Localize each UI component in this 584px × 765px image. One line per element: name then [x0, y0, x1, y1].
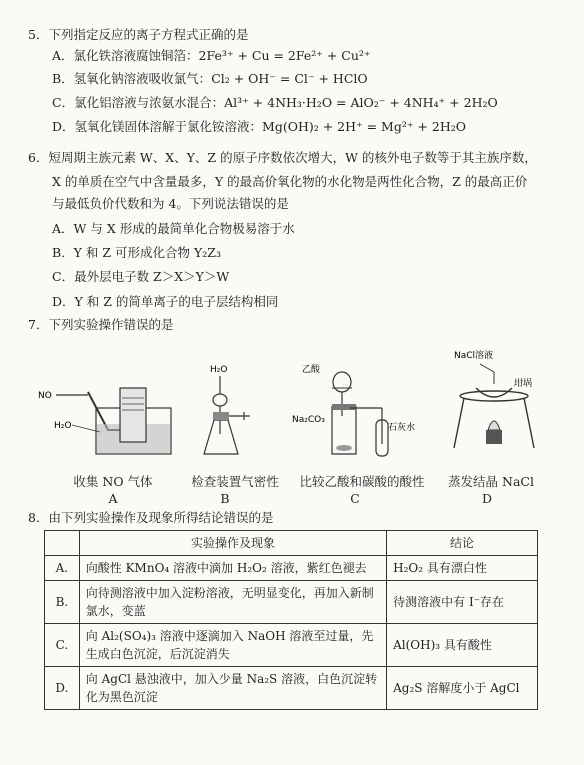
figure-d-label-crucible: 坩埚 — [514, 379, 533, 389]
figure-b-letter: B — [220, 491, 230, 506]
q6-option-a: A．W 与 X 形成的最简单化合物极易溶于水 — [52, 221, 295, 236]
figure-c-letter: C — [350, 491, 360, 506]
row-c-operation: 向 Al₂(SO₄)₃ 溶液中逐滴加入 NaOH 溶液至过量，先生成白色沉淀，后沉淀消失 — [79, 624, 386, 667]
q8-stem: 8．由下列实验操作及现象所得结论错误的是 — [28, 510, 274, 525]
q6-stem-line-2: X 的单质在空气中含量最多，Y 的最高价氧化物的水化物是两性化合物，Z 的最高正价 — [52, 174, 528, 189]
q5-stem: 5．下列指定反应的离子方程式正确的是 — [28, 27, 249, 42]
figure-c-drawing — [292, 360, 416, 460]
q6-option-b: B．Y 和 Z 可形成化合物 Y₂Z₃ — [52, 245, 221, 260]
row-d-id: D. — [45, 667, 80, 710]
table-header-conclusion: 结论 — [387, 531, 538, 556]
figure-b-label-h2o: H₂O — [210, 365, 228, 375]
table-row — [45, 581, 538, 624]
figure-d-evaporation — [444, 348, 544, 460]
figure-a-gas-collection — [36, 378, 176, 458]
row-b-id: B. — [45, 581, 80, 624]
table-row — [45, 624, 538, 667]
q5-option-b-label: B．氢氧化钠溶液吸收氯气： — [52, 71, 212, 86]
q8-table — [44, 530, 538, 710]
figure-c-label-acetic-acid: 乙酸 — [302, 365, 321, 375]
figure-a-caption: 收集 NO 气体 — [73, 474, 153, 489]
figure-a-drawing — [36, 378, 176, 458]
table-row — [45, 556, 538, 581]
q5-option-d — [52, 118, 466, 135]
figure-b-caption: 检查装置气密性 — [191, 474, 279, 489]
q5-option-c — [52, 94, 498, 111]
row-b-operation: 向待测溶液中加入淀粉溶液，无明显变化，再加入新制氯水，变蓝 — [79, 581, 386, 624]
figure-d-drawing — [444, 348, 544, 460]
figure-d-letter: D — [481, 491, 493, 506]
table-header-operation: 实验操作及现象 — [79, 531, 386, 556]
row-a-conclusion: H₂O₂ 具有漂白性 — [387, 556, 538, 581]
q6-option-c: C．最外层电子数 Z＞X＞Y＞W — [52, 269, 230, 284]
figure-b-drawing — [200, 360, 270, 460]
figure-b-airtightness — [200, 360, 270, 460]
q5-option-d-label: D．氢氧化镁固体溶解于氯化铵溶液： — [52, 119, 263, 134]
q5-option-a — [52, 47, 371, 64]
q5-option-c-equation: Al³⁺ + 4NH₃·H₂O = AlO₂⁻ + 4NH₄⁺ + 2H₂O — [224, 95, 498, 110]
q5-option-b — [52, 70, 368, 87]
q5-option-b-equation: Cl₂ + OH⁻ = Cl⁻ + HClO — [211, 71, 368, 86]
q6-option-d: D．Y 和 Z 的简单离子的电子层结构相同 — [52, 294, 279, 309]
figure-c-caption: 比较乙酸和碳酸的酸性 — [299, 474, 425, 489]
row-b-conclusion: 待测溶液中有 I⁻存在 — [387, 581, 538, 624]
table-row — [45, 667, 538, 710]
row-d-conclusion: Ag₂S 溶解度小于 AgCl — [387, 667, 538, 710]
table-header-id — [45, 531, 80, 556]
q5-option-d-equation: Mg(OH)₂ + 2H⁺ = Mg²⁺ + 2H₂O — [262, 119, 466, 134]
table-header-row — [45, 531, 538, 556]
q6-stem-line-3: 与最低负价代数和为 4。下列说法错误的是 — [52, 196, 289, 211]
row-a-id: A. — [45, 556, 80, 581]
q6-stem-line-1: 6．短周期主族元素 W、X、Y、Z 的原子序数依次增大，W 的核外电子数等于其主族序数， — [28, 150, 537, 165]
row-c-id: C. — [45, 624, 80, 667]
row-d-operation: 向 AgCl 悬浊液中，加入少量 Na₂S 溶液，白色沉淀转化为黑色沉淀 — [79, 667, 386, 710]
q5-option-a-equation: 2Fe³⁺ + Cu = 2Fe²⁺ + Cu²⁺ — [198, 48, 371, 63]
figure-c-label-sodium-carbonate: Na₂CO₃ — [292, 415, 325, 425]
figure-c-acid-comparison — [292, 360, 416, 460]
q5-option-a-label: A．氯化铁溶液腐蚀铜箔： — [52, 48, 199, 63]
q7-stem: 7．下列实验操作错误的是 — [28, 317, 174, 332]
row-a-operation: 向酸性 KMnO₄ 溶液中滴加 H₂O₂ 溶液，紫红色褪去 — [79, 556, 386, 581]
figure-d-caption: 蒸发结晶 NaCl — [448, 474, 534, 489]
figure-a-letter: A — [108, 491, 118, 506]
figure-a-label-no: NO — [38, 391, 52, 401]
figure-c-label-limewater: 石灰水 — [388, 423, 416, 433]
q5-option-c-label: C．氯化铝溶液与浓氨水混合： — [52, 95, 225, 110]
figure-d-label-nacl-solution: NaCl溶液 — [454, 351, 494, 361]
row-c-conclusion: Al(OH)₃ 具有酸性 — [387, 624, 538, 667]
figure-a-label-h2o: H₂O — [54, 421, 72, 431]
